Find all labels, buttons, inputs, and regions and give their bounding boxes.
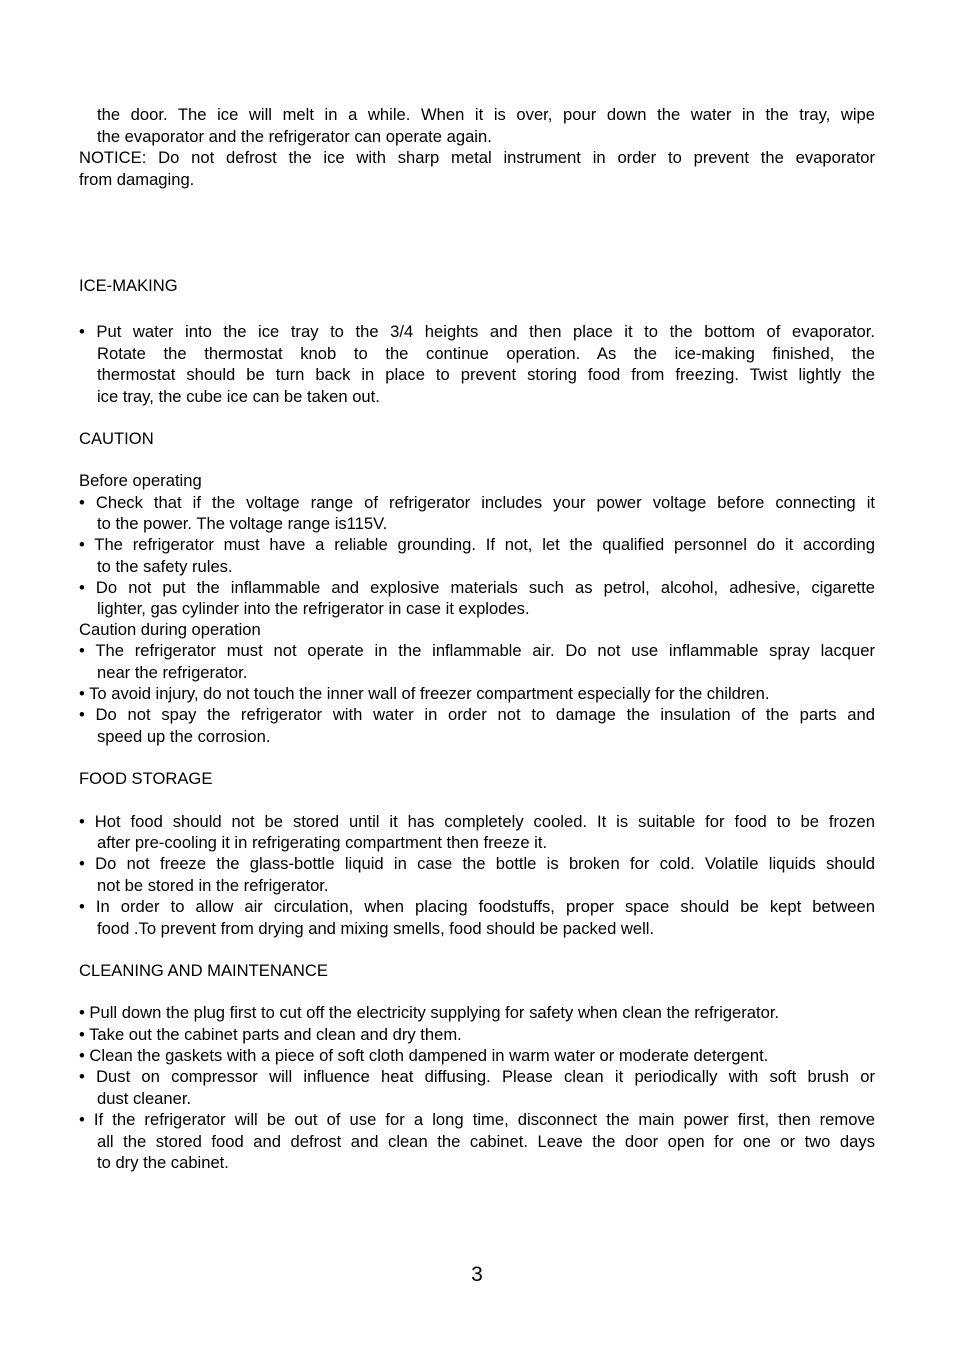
- caution-bullet: • The refrigerator must not operate in the inflammable air. Do not use inflammable spray lacquer: [79, 641, 875, 660]
- caution-bullet-line: lighter, gas cylinder into the refrigerator in case it explodes.: [97, 599, 530, 618]
- section-heading-food-storage: FOOD STORAGE: [79, 769, 213, 788]
- caution-bullet-line: to the power. The voltage range is115V.: [97, 514, 388, 533]
- cleaning-bullet-line: to dry the cabinet.: [97, 1153, 229, 1172]
- caution-bullet-line: near the refrigerator.: [97, 663, 248, 682]
- section-heading-caution: CAUTION: [79, 429, 154, 448]
- cleaning-bullet: • Dust on compressor will influence heat diffusing. Please clean it periodically with soft brush or: [79, 1067, 875, 1086]
- caution-bullet: • Do not spay the refrigerator with water in order not to damage the insulation of the parts and: [79, 705, 875, 724]
- ice-making-bullet-line: thermostat should be turn back in place to prevent storing food from freezing. Twist lightly the: [97, 365, 875, 384]
- caution-bullet-line: speed up the corrosion.: [97, 727, 271, 746]
- caution-bullet: • To avoid injury, do not touch the inner wall of freezer compartment especially for the children.: [79, 684, 770, 703]
- ice-making-bullet: • Put water into the ice tray to the 3/4 heights and then place it to the bottom of evaporator.: [79, 322, 875, 341]
- cleaning-bullet-line: dust cleaner.: [97, 1089, 192, 1108]
- food-storage-bullet: • In order to allow air circulation, when placing foodstuffs, proper space should be kept between: [79, 897, 875, 916]
- food-storage-bullet: • Do not freeze the glass-bottle liquid in case the bottle is broken for cold. Volatile liquids should: [79, 854, 875, 873]
- food-storage-bullet-line: food .To prevent from drying and mixing smells, food should be packed well.: [97, 919, 655, 938]
- food-storage-bullet: • Hot food should not be stored until it has completely cooled. It is suitable for food to be frozen: [79, 812, 875, 831]
- caution-bullet-line: to the safety rules.: [97, 557, 233, 576]
- notice-text-line: from damaging.: [79, 170, 195, 189]
- food-storage-bullet-line: not be stored in the refrigerator.: [97, 876, 329, 895]
- intro-text-line: the door. The ice will melt in a while. When it is over, pour down the water in the tray, wipe: [97, 105, 875, 124]
- ice-making-bullet-line: ice tray, the cube ice can be taken out.: [97, 387, 380, 406]
- cleaning-bullet: • If the refrigerator will be out of use for a long time, disconnect the main power first, then remove: [79, 1110, 875, 1129]
- ice-making-bullet-line: Rotate the thermostat knob to the continue operation. As the ice-making finished, the: [97, 344, 875, 363]
- cleaning-bullet: • Take out the cabinet parts and clean and dry them.: [79, 1025, 462, 1044]
- cleaning-bullet-line: all the stored food and defrost and clean the cabinet. Leave the door open for one or two days: [97, 1132, 875, 1151]
- caution-bullet: • Check that if the voltage range of refrigerator includes your power voltage before connecting it: [79, 493, 875, 512]
- subheading-caution-during-operation: Caution during operation: [79, 620, 261, 639]
- subheading-before-operating: Before operating: [79, 471, 202, 490]
- cleaning-bullet: • Clean the gaskets with a piece of soft cloth dampened in warm water or moderate detergent.: [79, 1046, 769, 1065]
- intro-text-line: the evaporator and the refrigerator can operate again.: [97, 127, 492, 146]
- section-heading-cleaning: CLEANING AND MAINTENANCE: [79, 961, 328, 980]
- page-number: 3: [471, 1263, 483, 1286]
- section-heading-ice-making: ICE-MAKING: [79, 276, 178, 295]
- caution-bullet: • The refrigerator must have a reliable grounding. If not, let the qualified personnel do it according: [79, 535, 875, 554]
- cleaning-bullet: • Pull down the plug first to cut off the electricity supplying for safety when clean the refrigerator.: [79, 1003, 780, 1022]
- notice-text-line: NOTICE: Do not defrost the ice with sharp metal instrument in order to prevent the evaporator: [79, 148, 875, 167]
- caution-bullet: • Do not put the inflammable and explosive materials such as petrol, alcohol, adhesive, cigarette: [79, 578, 875, 597]
- food-storage-bullet-line: after pre-cooling it in refrigerating compartment then freeze it.: [97, 833, 548, 852]
